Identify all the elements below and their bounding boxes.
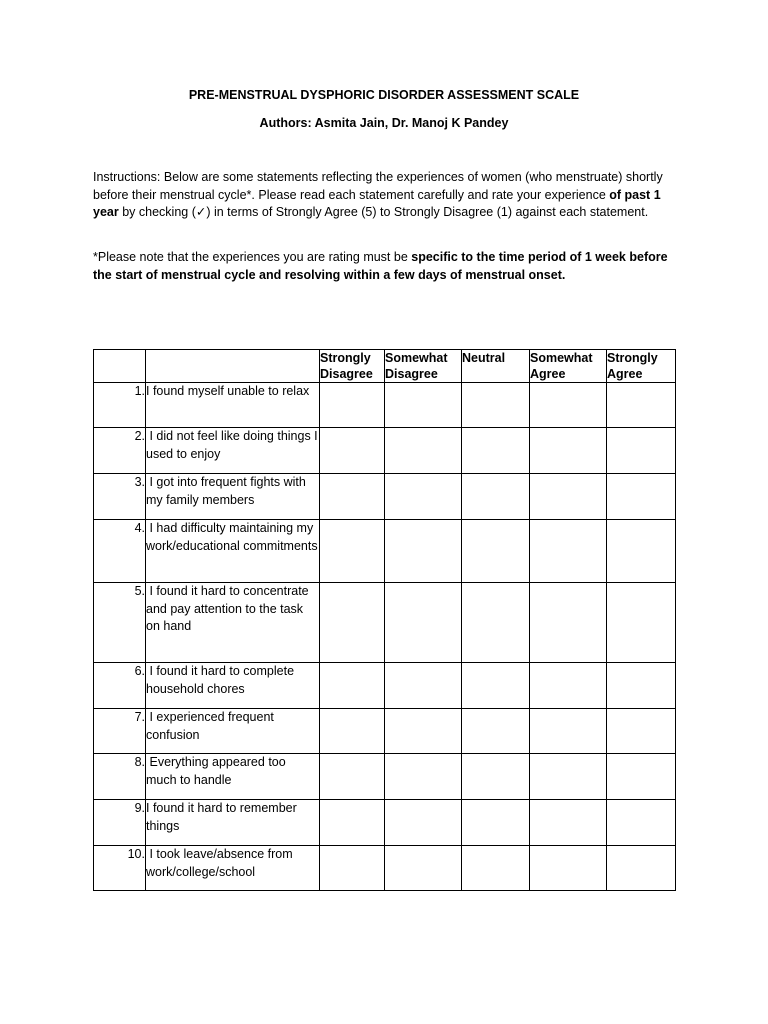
item-statement: I had difficulty maintaining my work/educational commitments bbox=[146, 520, 320, 583]
item-statement: I found myself unable to relax bbox=[146, 383, 320, 428]
rating-cell-strongly-agree[interactable] bbox=[607, 663, 676, 709]
table-header-row bbox=[94, 350, 676, 383]
rating-cell-neutral[interactable] bbox=[462, 663, 530, 709]
rating-cell-somewhat-agree[interactable] bbox=[530, 663, 607, 709]
rating-cell-strongly-agree[interactable] bbox=[607, 583, 676, 663]
item-number: 1. bbox=[94, 383, 146, 428]
item-number: 8. bbox=[94, 754, 146, 800]
table-row bbox=[94, 846, 676, 891]
rating-cell-strongly-disagree[interactable] bbox=[320, 474, 385, 520]
table-row bbox=[94, 583, 676, 663]
rating-cell-somewhat-agree[interactable] bbox=[530, 428, 607, 474]
item-number: 7. bbox=[94, 709, 146, 754]
rating-cell-somewhat-disagree[interactable] bbox=[385, 428, 462, 474]
note-paragraph bbox=[93, 249, 678, 284]
table-row bbox=[94, 383, 676, 428]
rating-cell-somewhat-agree[interactable] bbox=[530, 800, 607, 846]
rating-cell-strongly-agree[interactable] bbox=[607, 474, 676, 520]
rating-cell-somewhat-disagree[interactable] bbox=[385, 383, 462, 428]
rating-scale-table bbox=[93, 349, 676, 891]
rating-cell-somewhat-agree[interactable] bbox=[530, 846, 607, 891]
rating-cell-strongly-agree[interactable] bbox=[607, 709, 676, 754]
item-number: 4. bbox=[94, 520, 146, 583]
rating-cell-somewhat-disagree[interactable] bbox=[385, 709, 462, 754]
header-strongly-disagree: Strongly Disagree bbox=[320, 350, 385, 383]
rating-cell-neutral[interactable] bbox=[462, 800, 530, 846]
note-bold-text: specific to the time period of 1 week before the start of menstrual cycle and resolving within a few days of menstrual onset. bbox=[93, 250, 668, 282]
rating-cell-strongly-agree[interactable] bbox=[607, 846, 676, 891]
header-neutral: Neutral bbox=[462, 350, 530, 383]
table-row bbox=[94, 800, 676, 846]
item-statement: I found it hard to remember things bbox=[146, 800, 320, 846]
rating-cell-strongly-disagree[interactable] bbox=[320, 583, 385, 663]
document-title: PRE-MENSTRUAL DYSPHORIC DISORDER ASSESSMENT SCALE bbox=[188, 88, 580, 102]
rating-cell-neutral[interactable] bbox=[462, 583, 530, 663]
table-row bbox=[94, 663, 676, 709]
table-row bbox=[94, 754, 676, 800]
rating-cell-strongly-agree[interactable] bbox=[607, 754, 676, 800]
rating-cell-somewhat-agree[interactable] bbox=[530, 754, 607, 800]
item-statement: I experienced frequent confusion bbox=[146, 709, 320, 754]
rating-cell-neutral[interactable] bbox=[462, 846, 530, 891]
item-statement: I did not feel like doing things I used to enjoy bbox=[146, 428, 320, 474]
rating-cell-strongly-agree[interactable] bbox=[607, 520, 676, 583]
item-statement: Everything appeared too much to handle bbox=[146, 754, 320, 800]
instructions-text-1: Instructions: Below are some statements reflecting the experiences of women (who menstruate) shortly before their menstrual cycle*. Please read each statement carefully and rate your experience bbox=[93, 170, 663, 202]
rating-cell-strongly-disagree[interactable] bbox=[320, 663, 385, 709]
authors-line: Authors: Asmita Jain, Dr. Manoj K Pandey bbox=[259, 116, 509, 130]
rating-cell-somewhat-disagree[interactable] bbox=[385, 583, 462, 663]
rating-cell-somewhat-disagree[interactable] bbox=[385, 520, 462, 583]
rating-cell-somewhat-disagree[interactable] bbox=[385, 800, 462, 846]
item-number: 2. bbox=[94, 428, 146, 474]
rating-cell-strongly-agree[interactable] bbox=[607, 383, 676, 428]
rating-cell-somewhat-disagree[interactable] bbox=[385, 846, 462, 891]
table-row bbox=[94, 520, 676, 583]
rating-cell-somewhat-disagree[interactable] bbox=[385, 663, 462, 709]
instructions-bold-period: of past 1 year bbox=[93, 187, 661, 219]
item-number: 3. bbox=[94, 474, 146, 520]
item-number: 5. bbox=[94, 583, 146, 663]
header-somewhat-disagree: Somewhat Disagree bbox=[385, 350, 462, 383]
rating-cell-strongly-disagree[interactable] bbox=[320, 520, 385, 583]
item-number: 10. bbox=[94, 846, 146, 891]
rating-cell-strongly-agree[interactable] bbox=[607, 428, 676, 474]
rating-cell-somewhat-agree[interactable] bbox=[530, 383, 607, 428]
header-strongly-agree: Strongly Agree bbox=[607, 350, 676, 383]
rating-cell-neutral[interactable] bbox=[462, 428, 530, 474]
instructions-text-2: by checking (✓) in terms of Strongly Agree (5) to Strongly Disagree (1) against each statement. bbox=[118, 205, 649, 219]
rating-cell-strongly-disagree[interactable] bbox=[320, 846, 385, 891]
rating-cell-strongly-disagree[interactable] bbox=[320, 428, 385, 474]
item-statement: I found it hard to concentrate and pay attention to the task on hand bbox=[146, 583, 320, 663]
rating-cell-neutral[interactable] bbox=[462, 474, 530, 520]
rating-cell-strongly-disagree[interactable] bbox=[320, 800, 385, 846]
item-number: 9. bbox=[94, 800, 146, 846]
header-statement-blank bbox=[146, 350, 320, 383]
header-somewhat-agree: Somewhat Agree bbox=[530, 350, 607, 383]
table-row bbox=[94, 428, 676, 474]
rating-cell-somewhat-agree[interactable] bbox=[530, 474, 607, 520]
rating-cell-strongly-disagree[interactable] bbox=[320, 383, 385, 428]
rating-cell-neutral[interactable] bbox=[462, 754, 530, 800]
rating-cell-somewhat-disagree[interactable] bbox=[385, 474, 462, 520]
item-statement: I found it hard to complete household chores bbox=[146, 663, 320, 709]
rating-cell-somewhat-agree[interactable] bbox=[530, 583, 607, 663]
table-row bbox=[94, 474, 676, 520]
rating-cell-neutral[interactable] bbox=[462, 520, 530, 583]
header-number-blank bbox=[94, 350, 146, 383]
rating-cell-strongly-disagree[interactable] bbox=[320, 754, 385, 800]
item-statement: I took leave/absence from work/college/school bbox=[146, 846, 320, 891]
rating-cell-somewhat-agree[interactable] bbox=[530, 709, 607, 754]
rating-cell-neutral[interactable] bbox=[462, 709, 530, 754]
item-statement: I got into frequent fights with my family members bbox=[146, 474, 320, 520]
instructions-paragraph bbox=[93, 169, 678, 222]
rating-cell-somewhat-agree[interactable] bbox=[530, 520, 607, 583]
rating-cell-neutral[interactable] bbox=[462, 383, 530, 428]
rating-cell-somewhat-disagree[interactable] bbox=[385, 754, 462, 800]
rating-cell-strongly-agree[interactable] bbox=[607, 800, 676, 846]
item-number: 6. bbox=[94, 663, 146, 709]
note-text: *Please note that the experiences you are rating must be bbox=[93, 250, 412, 264]
rating-cell-strongly-disagree[interactable] bbox=[320, 709, 385, 754]
table-row bbox=[94, 709, 676, 754]
